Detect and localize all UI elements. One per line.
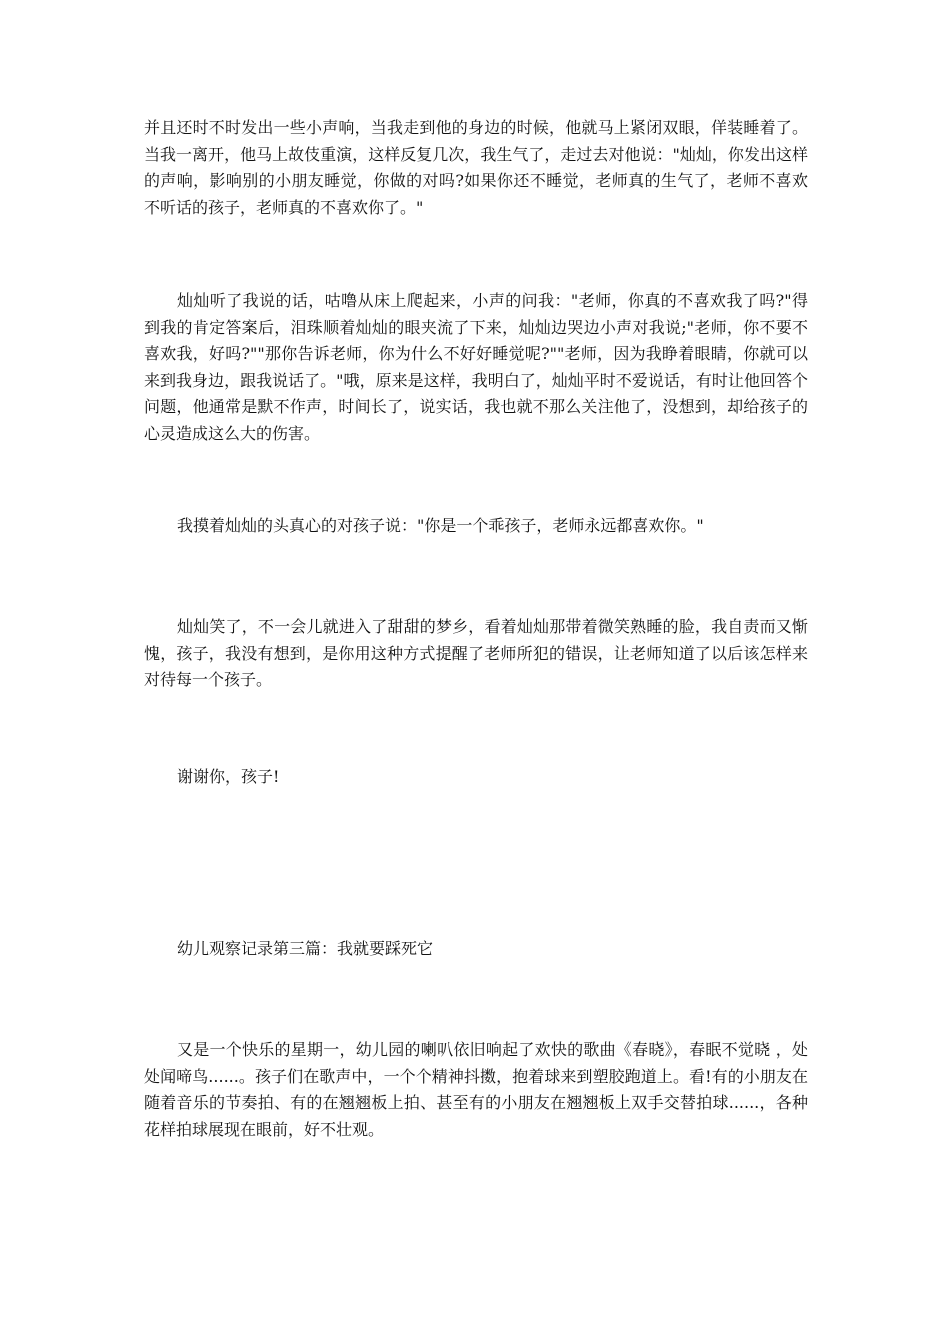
- paragraph-5: 谢谢你，孩子!: [177, 767, 280, 786]
- paragraph-3: 我摸着灿灿的头真心的对孩子说："你是一个乖孩子，老师永远都喜欢你。": [177, 516, 704, 535]
- paragraph-2: 灿灿听了我说的话，咕噜从床上爬起来，小声的问我："老师，你真的不喜欢我了吗?"得到我的肯定答案后，泪珠顺着灿灿的眼夹流了下来，灿灿边哭边小声对我说;"老师，你不要不喜欢我，好吗?""那你告诉老师，你为什么不好好睡觉呢?""老师，因为我睁着眼睛，你就可以来到我身边，跟我说话了。"哦，原来是这样，我明白了，灿灿平时不爱说话，有时让他回答个问题，他通常是默不作声，时间长了，说实话，我也就不那么关注他了，没想到，却给孩子的心灵造成这么大的伤害。: [144, 291, 808, 443]
- paragraph-6: 又是一个快乐的星期一，幼儿园的喇叭依旧响起了欢快的歌曲《春晓》，春眠不觉晓 ，处处闻啼鸟......。孩子们在歌声中，一个个精神抖擞，抱着球来到塑胶跑道上。看!有的小朋友在随着音乐的节奏拍、有的在翘翘板上拍、甚至有的小朋友在翘翘板上双手交替拍球......，各种花样拍球展现在眼前，好不壮观。: [144, 1040, 808, 1139]
- paragraph-1: 并且还时不时发出一些小声响，当我走到他的身边的时候，他就马上紧闭双眼，佯装睡着了。当我一离开，他马上故伎重演，这样反复几次，我生气了，走过去对他说："灿灿，你发出这样的声响，影响别的小朋友睡觉，你做的对吗?如果你还不睡觉，老师真的生气了，老师不喜欢不听话的孩子，老师真的不喜欢你了。": [144, 118, 808, 217]
- paragraph-4: 灿灿笑了，不一会儿就进入了甜甜的梦乡，看着灿灿那带着微笑熟睡的脸，我自责而又惭愧，孩子，我没有想到，是你用这种方式提醒了老师所犯的错误，让老师知道了以后该怎样来对待每一个孩子。: [144, 617, 808, 689]
- section-title: 幼儿观察记录第三篇：我就要踩死它: [177, 939, 434, 958]
